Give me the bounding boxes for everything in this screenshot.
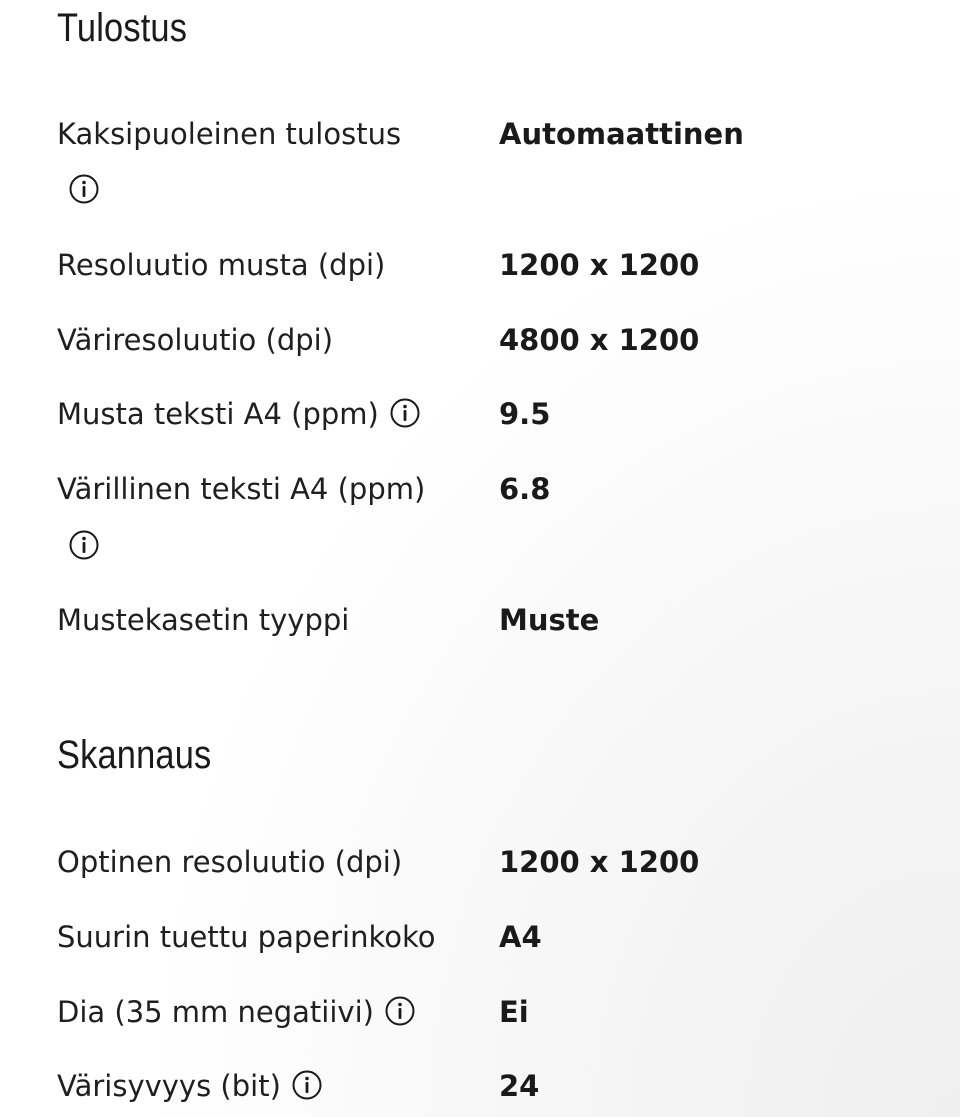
section-title-skannaus: Skannaus	[57, 733, 212, 777]
spec-value: 9.5	[499, 397, 551, 431]
spec-value: 6.8	[499, 472, 551, 506]
info-circle-icon[interactable]	[68, 173, 100, 205]
spec-label-text: Dia (35 mm negatiivi)	[57, 995, 374, 1029]
spec-label: Kaksipuoleinen tulostus	[57, 117, 402, 151]
spec-value: Muste	[499, 603, 600, 637]
info-circle-icon[interactable]	[389, 397, 421, 429]
spec-label: Suurin tuettu paperinkoko	[57, 920, 436, 954]
info-circle-icon[interactable]	[68, 529, 100, 561]
spec-label-text: Musta teksti A4 (ppm)	[57, 397, 379, 431]
spec-value: Ei	[499, 995, 529, 1029]
spec-label	[57, 985, 457, 1040]
spec-label: Mustekasetin tyyppi	[57, 603, 350, 637]
spec-value: 4800 x 1200	[499, 323, 700, 357]
spec-value: Automaattinen	[499, 117, 744, 151]
info-circle-icon[interactable]	[291, 1069, 323, 1101]
spec-label	[57, 387, 457, 442]
spec-value: 24	[499, 1069, 540, 1103]
spec-value: 1200 x 1200	[499, 248, 700, 282]
spec-label: Värillinen teksti A4 (ppm)	[57, 472, 426, 506]
spec-value: 1200 x 1200	[499, 845, 700, 879]
spec-value: A4	[499, 920, 542, 954]
spec-label: Väriresoluutio (dpi)	[57, 323, 334, 357]
spec-label-text: Värisyvyys (bit)	[57, 1069, 281, 1103]
section-title-tulostus: Tulostus	[57, 6, 188, 50]
spec-label	[57, 1059, 457, 1114]
spec-label: Resoluutio musta (dpi)	[57, 248, 386, 282]
info-circle-icon[interactable]	[384, 995, 416, 1027]
spec-label: Optinen resoluutio (dpi)	[57, 845, 403, 879]
